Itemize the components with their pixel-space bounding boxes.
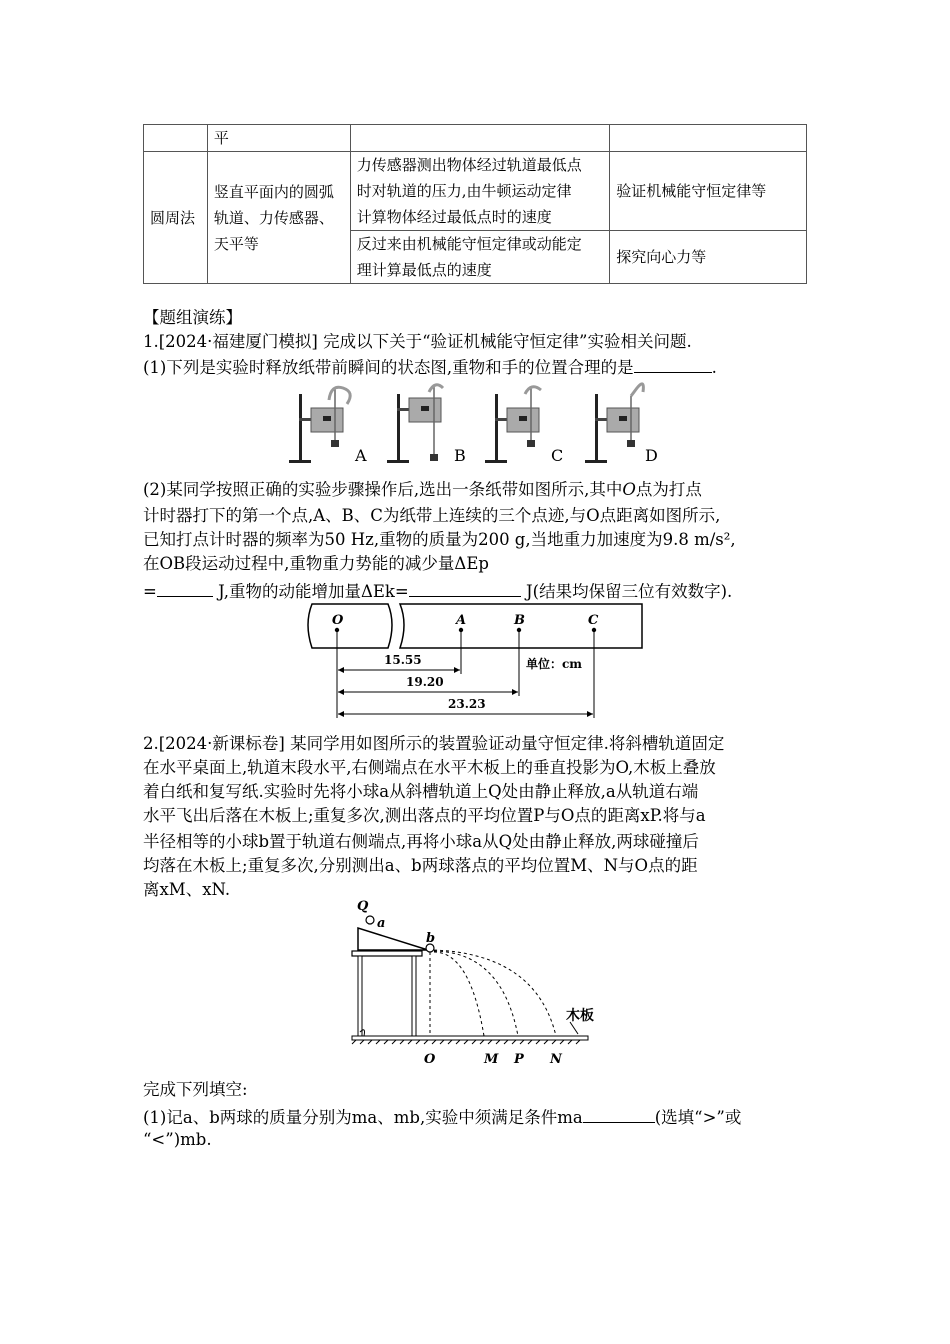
option-c-diagram [485,386,541,463]
q1-part2-line1 [143,478,702,502]
q2-line: 均落在木板上;重复多次,分别测出a、b两球落点的平均位置M、N与O点的距 [143,856,698,875]
q2-sub1 [143,1104,741,1130]
text-span: (1)记a、b两球的质量分别为ma、mb,实验中须满足条件ma [143,1108,583,1127]
option-label-c: C [551,446,564,465]
label-a: a [377,916,386,931]
q1-part1-text: (1)下列是实验时释放纸带前瞬间的状态图,重物和手的位置合理的是 [143,358,634,377]
unit-label: 单位：cm [526,657,583,671]
q2-line: 在水平桌面上,轨道末段水平,右侧端点在水平木板上的垂直投影为O,木板上叠放 [143,758,716,777]
procedure-cell [350,231,610,284]
option-a-diagram [289,387,350,463]
equipment-line: 竖直平面内的圆弧 [213,182,334,201]
equipment-cell [207,152,350,284]
q1-part2-line3: 已知打点计时器的频率为50 Hz,重物的质量为200 g,当地重力加速度为9.8 m/s², [143,530,736,549]
answer-blank[interactable] [157,578,213,597]
point-label-b: B [514,613,525,628]
distance-oc: 23.23 [448,697,486,711]
point-label-c: C [588,613,599,628]
answer-blank[interactable] [634,354,712,373]
purpose-cell: 验证机械能守恒定律等 [610,152,807,231]
q1-heading: 1.[2024·福建厦门模拟] 完成以下关于“验证机械能守恒定律”实验相关问题. [143,332,692,351]
option-b-diagram [387,385,443,463]
option-label-a: A [355,446,367,465]
q1-part1 [143,354,717,380]
answer-blank[interactable] [583,1104,655,1123]
text-span: (选填“>”或 [654,1108,742,1127]
answer-blank[interactable] [409,578,521,597]
label-o: O [424,1052,436,1067]
text-span: 点为打点 [635,480,702,499]
text-span: (2)某同学按照正确的实验步骤操作后,选出一条纸带如图所示,其中 [143,480,623,499]
tape-figure [298,600,648,720]
wood-board [352,1036,588,1040]
q1-part2-line2: 计时器打下的第一个点,A、B、C为纸带上连续的三个点迹,与O点距离如图所示, [143,506,721,525]
var-span: O [622,480,636,499]
distance-oa: 15.55 [384,653,422,667]
equipment-line: 天平等 [213,234,259,253]
procedure-line: 时对轨道的压力,由牛顿运动定律 [356,182,572,200]
table-row [144,125,807,152]
table-cell [144,125,208,152]
label-p: P [514,1052,524,1067]
procedure-line: 计算物体经过最低点时的速度 [356,208,552,226]
distance-ob: 19.20 [406,675,444,689]
table-row [144,152,807,231]
q2-line: 2.[2024·新课标卷] 某同学用如图所示的装置验证动量守恒定律.将斜槽轨道固定 [143,734,725,753]
q1-part1-end: . [711,358,717,377]
ball-a [366,916,374,924]
table-cell [610,125,807,152]
section-title: 【题组演练】 [143,308,242,327]
text-span: = [143,582,157,601]
procedure-cell [350,152,610,231]
slope-track [358,928,428,950]
label-b: b [426,931,436,946]
point-label-o: O [332,613,344,628]
q1-part2-line4: 在OB段运动过程中,重物重力势能的减少量ΔEp [143,554,489,573]
option-label-b: B [454,446,466,465]
label-m: M [484,1052,499,1067]
point-label-a: A [456,613,467,628]
procedure-line: 理计算最低点的速度 [356,261,492,279]
momentum-figure [350,896,610,1071]
procedure-line: 力传感器测出物体经过轨道最低点 [356,156,582,174]
method-table [143,124,807,284]
label-q: Q [357,899,369,914]
option-d-diagram [585,384,643,463]
release-figure [285,378,665,468]
text-span: J(结果均保留三位有效数字). [526,582,733,601]
tape-segment-left [308,604,392,648]
label-board: 木板 [566,1008,594,1024]
purpose-cell: 探究向心力等 [610,231,807,284]
q2-sub1-cont: “<”)mb. [143,1130,212,1149]
option-label-d: D [645,446,658,465]
label-n: N [550,1052,562,1067]
equipment-line: 轨道、力传感器、 [213,208,334,227]
table-cell [350,125,610,152]
procedure-line: 反过来由机械能守恒定律或动能定 [356,235,582,253]
q2-line: 半径相等的小球b置于轨道右侧端点,再将小球a从Q处由静止释放,两球碰撞后 [143,832,699,851]
q2-line: 着白纸和复写纸.实验时先将小球a从斜槽轨道上Q处由静止释放,a从轨道右端 [143,782,699,801]
q2-line: 水平飞出后落在木板上;重复多次,测出落点的平均位置P与O点的距离xP.将与a [143,806,706,825]
text-span: J,重物的动能增加量ΔEk= [218,582,409,601]
table-cell: 平 [207,125,350,152]
fill-instruction: 完成下列填空: [143,1080,248,1099]
method-name: 圆周法 [144,152,208,284]
q2-line: 离xM、xN. [143,880,231,899]
